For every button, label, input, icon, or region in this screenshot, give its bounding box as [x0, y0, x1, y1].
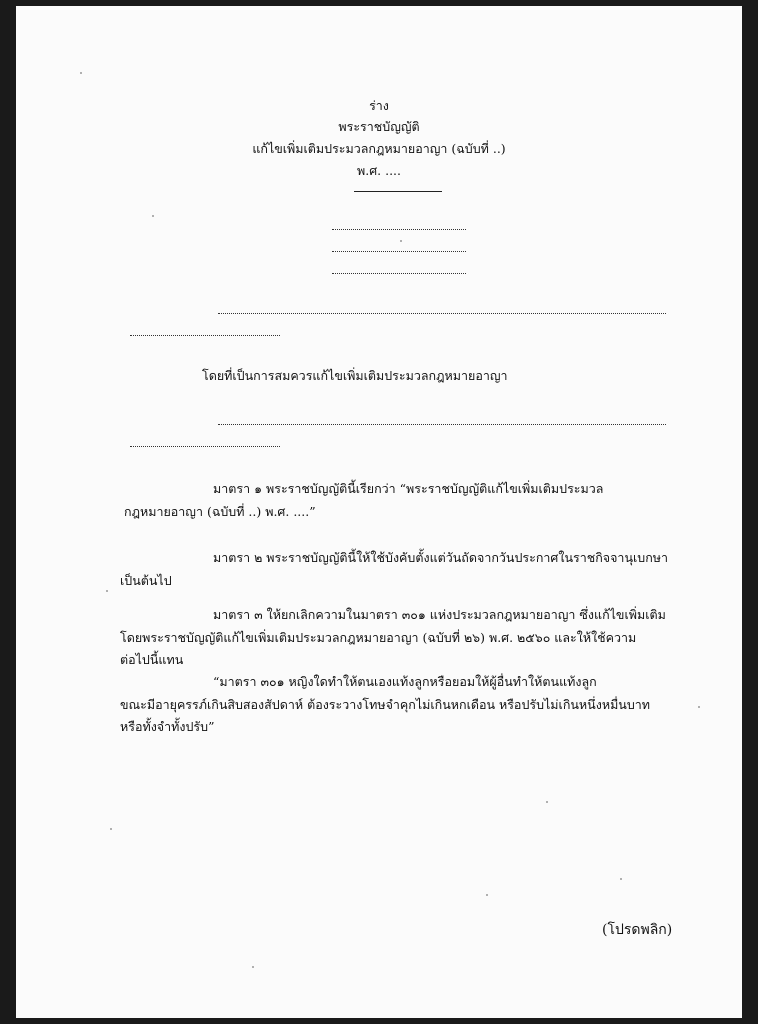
section-1-line-2: กฎหมายอาญา (ฉบับที่ ..) พ.ศ. ....”: [124, 504, 316, 519]
dotted-line: [218, 313, 666, 314]
section-2-line-1: มาตรา ๒ พระราชบัญญัตินี้ให้ใช้บังคับตั้งแต่วันถัดจากวันประกาศในราชกิจจานุเบกษา: [213, 550, 669, 565]
scan-speck: [486, 894, 488, 896]
scan-speck: [252, 966, 254, 968]
scan-speck: [620, 878, 622, 880]
dotted-line: [130, 446, 280, 447]
title-underline: [354, 191, 442, 192]
quote-line-2: ขณะมีอายุครรภ์เกินสิบสองสัปดาห์ ต้องระวางโทษจำคุกไม่เกินหกเดือน หรือปรับไม่เกินหนึ่งหมื่นบาท: [120, 697, 651, 712]
scan-speck: [106, 590, 108, 592]
scan-speck: [698, 706, 700, 708]
quote-line-3: หรือทั้งจำทั้งปรับ”: [120, 719, 215, 734]
document-title: แก้ไขเพิ่มเติมประมวลกฎหมายอาญา (ฉบับที่ ..): [252, 141, 506, 156]
scan-speck: [152, 215, 154, 217]
year-label: พ.ศ. ....: [357, 163, 401, 178]
preamble-text: โดยที่เป็นการสมควรแก้ไขเพิ่มเติมประมวลกฎหมายอาญา: [202, 368, 508, 383]
scan-speck: [80, 72, 82, 74]
section-3-line-1: มาตรา ๓ ให้ยกเลิกความในมาตรา ๓๐๑ แห่งประมวลกฎหมายอาญา ซึ่งแก้ไขเพิ่มเติม: [213, 607, 666, 622]
scan-speck: [110, 828, 112, 830]
section-2-line-2: เป็นต้นไป: [120, 573, 172, 588]
scan-speck: [546, 801, 548, 803]
dotted-line: [218, 424, 666, 425]
quote-line-1: “มาตรา ๓๐๑ หญิงใดทำให้ตนเองแท้งลูกหรือยอมให้ผู้อื่นทำให้ตนแท้งลูก: [213, 674, 597, 689]
section-1-line-1: มาตรา ๑ พระราชบัญญัตินี้เรียกว่า “พระราชบัญญัติแก้ไขเพิ่มเติมประมวล: [213, 481, 604, 496]
dotted-line: [130, 335, 280, 336]
act-label: พระราชบัญญัติ: [338, 119, 420, 134]
document-page: [16, 6, 742, 1018]
section-3-line-3: ต่อไปนี้แทน: [120, 652, 184, 667]
dotted-line: [332, 251, 466, 252]
dotted-line: [332, 229, 466, 230]
draft-label: ร่าง: [369, 98, 389, 113]
dotted-line: [332, 273, 466, 274]
please-turn-label: (โปรดพลิก): [602, 922, 673, 938]
section-3-line-2: โดยพระราชบัญญัติแก้ไขเพิ่มเติมประมวลกฎหมายอาญา (ฉบับที่ ๒๖) พ.ศ. ๒๕๖๐ และให้ใช้ความ: [120, 630, 637, 645]
scan-speck: [400, 240, 402, 242]
